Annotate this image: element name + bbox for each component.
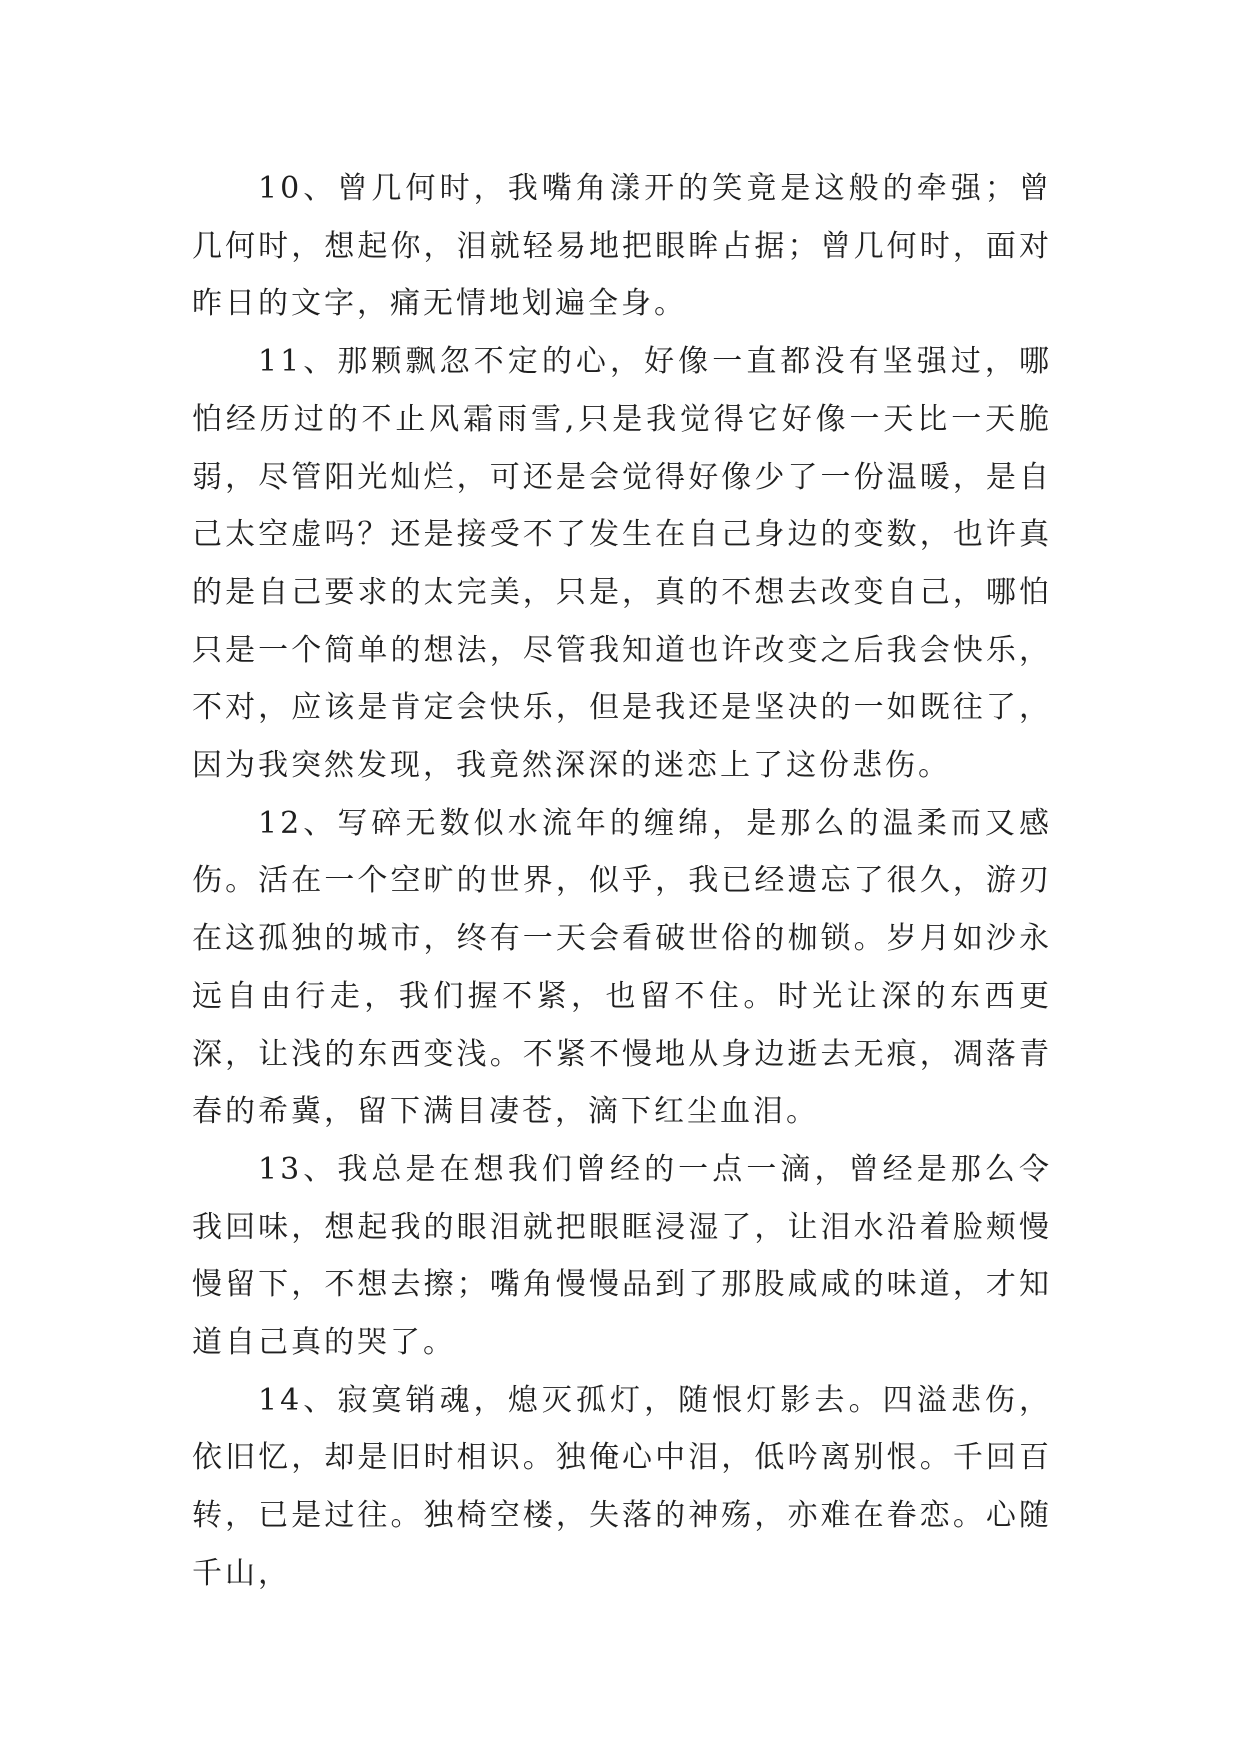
paragraph-13: 13、我总是在想我们曾经的一点一滴，曾经是那么令我回味，想起我的眼泪就把眼眶浸湿了，让泪水沿着脸颊慢慢留下，不想去擦；嘴角慢慢品到了那股咸咸的味道，才知道自己真的哭了。 [192,1151,1052,1361]
document-body [192,160,1052,1603]
paragraph-10: 10、曾几何时，我嘴角漾开的笑竟是这般的牵强；曾几何时，想起你，泪就轻易地把眼眸占据；曾几何时，面对昨日的文字，痛无情地划遍全身。 [192,171,1052,322]
paragraph-11: 11、那颗飘忽不定的心，好像一直都没有坚强过，哪怕经历过的不止风霜雨雪,只是我觉得它好像一天比一天脆弱，尽管阳光灿烂，可还是会觉得好像少了一份温暖，是自己太空虚吗？还是接受不了发生在自己身边的变数，也许真的是自己要求的太完美，只是，真的不想去改变自己，哪怕只是一个简单的想法，尽管我知道也许改变之后我会快乐，不对，应该是肯定会快乐，但是我还是坚决的一如既往了，因为我突然发现，我竟然深深的迷恋上了这份悲伤。 [192,344,1052,784]
paragraph-14: 14、寂寞销魂，熄灭孤灯，随恨灯影去。四溢悲伤，依旧忆，却是旧时相识。独俺心中泪，低吟离别恨。千回百转，已是过往。独椅空楼，失落的神殇，亦难在眷恋。心随千山， [192,1382,1052,1591]
paragraph-12: 12、写碎无数似水流年的缠绵，是那么的温柔而又感伤。活在一个空旷的世界，似乎，我已经遗忘了很久，游刃在这孤独的城市，终有一天会看破世俗的枷锁。岁月如沙永远自由行走，我们握不紧，也留不住。时光让深的东西更深，让浅的东西变浅。不紧不慢地从身边逝去无痕，凋落青春的希冀，留下满目凄苍，滴下红尘血泪。 [192,805,1052,1130]
